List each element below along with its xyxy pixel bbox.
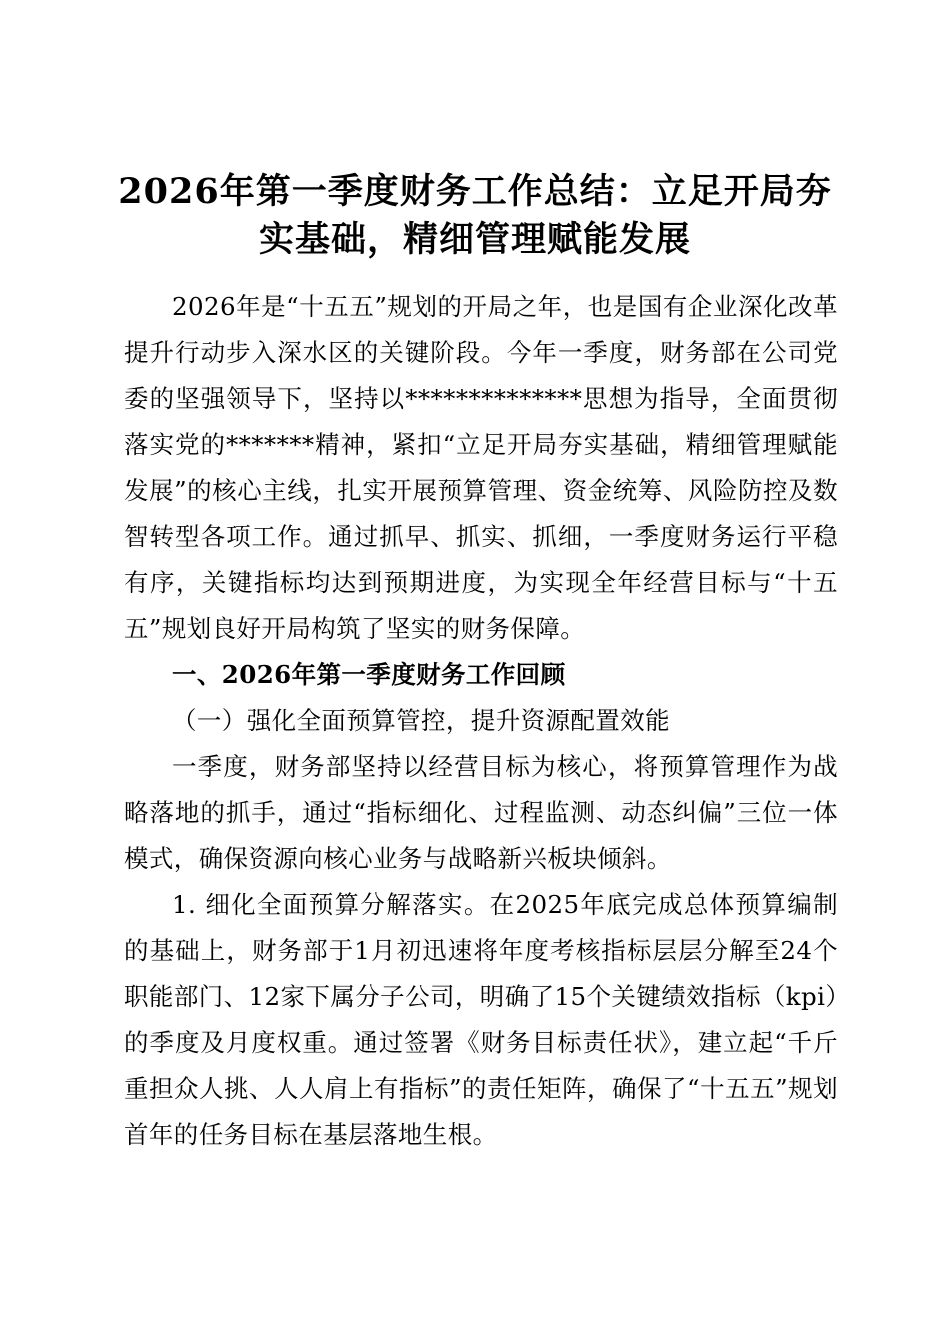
subsection-heading: （一）强化全面预算管控，提升资源配置效能 — [172, 706, 670, 735]
title-line-1: 2026年第一季度财务工作总结：立足开局夯 — [118, 171, 832, 212]
document-body — [124, 284, 838, 1158]
title-line-2: 实基础，精细管理赋能发展 — [258, 219, 691, 260]
intro-paragraph: 2026年是“十五五”规划的开局之年，也是国有企业深化改革提升行动步入深水区的关键阶段。今年一季度，财务部在公司党委的坚强领导下，坚持以**************思想为指导，全面贯彻落实党的*******精神，紧扣“立足开局夯实基础，精细管理赋能发展”的核心主线，扎实开展预算管理、资金统筹、风险防控及数智转型各项工作。通过抓早、抓实、抓细，一季度财务运行平稳有序，关键指标均达到预期进度，为实现全年经营目标与“十五五”规划良好开局构筑了坚实的财务保障。 — [124, 292, 838, 643]
section-heading: 一、2026年第一季度财务工作回顾 — [172, 660, 566, 689]
subsection-paragraph: 一季度，财务部坚持以经营目标为核心，将预算管理作为战略落地的抓手，通过“指标细化、过程监测、动态纠偏”三位一体模式，确保资源向核心业务与战略新兴板块倾斜。 — [124, 752, 838, 873]
document-title — [110, 168, 840, 264]
numbered-paragraph: 1. 细化全面预算分解落实。在2025年底完成总体预算编制的基础上，财务部于1月初迅速将年度考核指标层层分解至24个职能部门、12家下属分子公司，明确了15个关键绩效指标（kpi）的季度及月度权重。通过签署《财务目标责任状》，建立起“千斤重担众人挑、人人肩上有指标”的责任矩阵，确保了“十五五”规划首年的任务目标在基层落地生根。 — [124, 890, 838, 1149]
